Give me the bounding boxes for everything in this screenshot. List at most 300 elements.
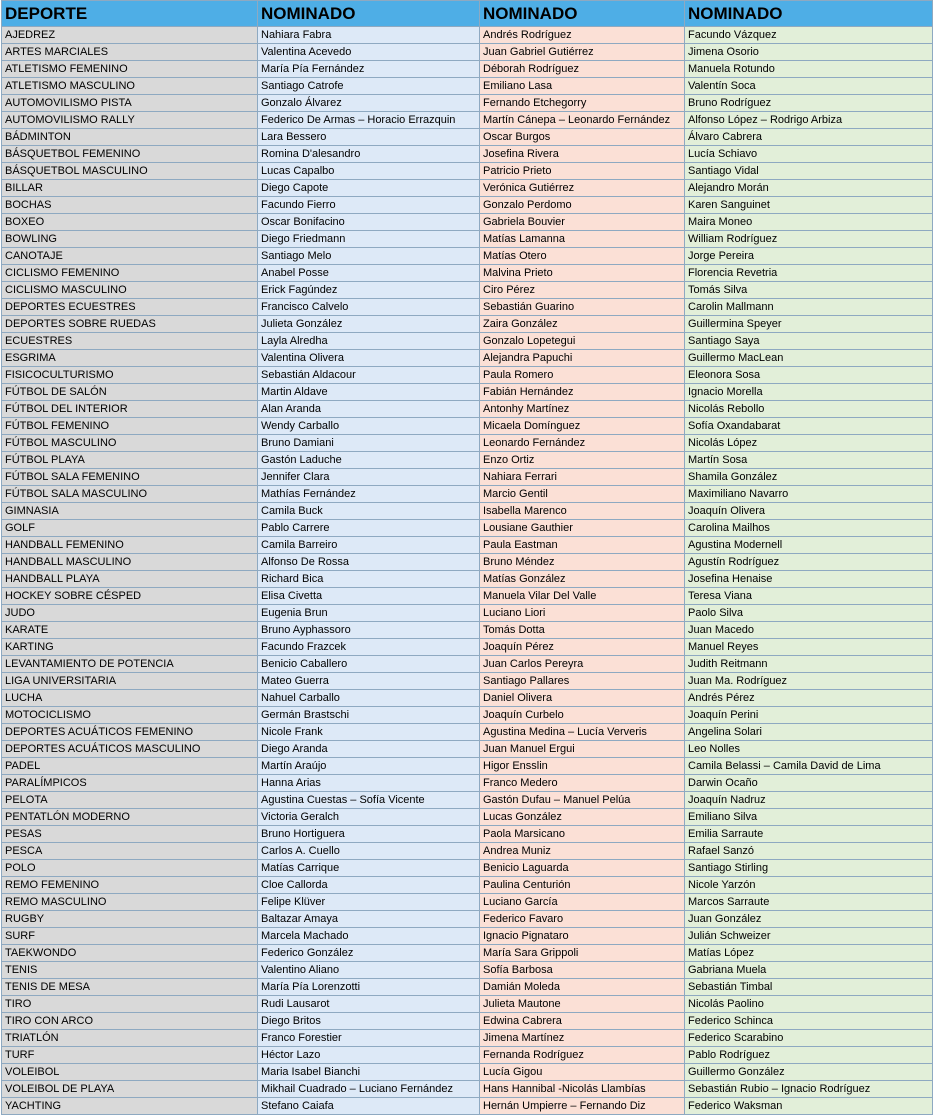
nominee-3-cell[interactable]: Darwin Ocaño (685, 775, 933, 792)
nominee-1-cell[interactable]: Nicole Frank (258, 724, 480, 741)
nominee-3-cell[interactable]: Karen Sanguinet (685, 197, 933, 214)
nominee-2-cell[interactable]: Gonzalo Lopetegui (480, 333, 685, 350)
nominee-3-cell[interactable]: Nicolás Paolino (685, 996, 933, 1013)
sport-cell[interactable]: PESAS (2, 826, 258, 843)
table-row (2, 571, 933, 588)
nominee-3-cell[interactable]: Josefina Henaise (685, 571, 933, 588)
nominee-1-cell[interactable]: Julieta González (258, 316, 480, 333)
nominee-2-cell[interactable]: Daniel Olivera (480, 690, 685, 707)
sport-cell[interactable]: BILLAR (2, 180, 258, 197)
nominee-2-cell[interactable]: Higor Ensslin (480, 758, 685, 775)
table-row (2, 163, 933, 180)
nominee-2-cell[interactable]: Juan Carlos Pereyra (480, 656, 685, 673)
nominee-3-cell[interactable]: Nicolás López (685, 435, 933, 452)
nominee-2-cell[interactable]: Edwina Cabrera (480, 1013, 685, 1030)
table-row (2, 554, 933, 571)
nominee-2-cell[interactable]: Fernanda Rodríguez (480, 1047, 685, 1064)
nominee-2-cell[interactable]: Damián Moleda (480, 979, 685, 996)
nominee-2-cell[interactable]: Nahiara Ferrari (480, 469, 685, 486)
nominee-2-cell[interactable]: Sofía Barbosa (480, 962, 685, 979)
nominee-1-cell[interactable]: Stefano Caiafa (258, 1098, 480, 1115)
nominee-3-cell[interactable]: Sebastián Timbal (685, 979, 933, 996)
nominee-3-cell[interactable]: Marcos Sarraute (685, 894, 933, 911)
sport-cell[interactable]: BOXEO (2, 214, 258, 231)
nominee-1-cell[interactable]: Gastón Laduche (258, 452, 480, 469)
nominee-3-cell[interactable]: Guillermina Speyer (685, 316, 933, 333)
nominee-1-cell[interactable]: Nahiara Fabra (258, 27, 480, 44)
nominee-1-cell[interactable]: Valentina Olivera (258, 350, 480, 367)
sport-cell[interactable]: TAEKWONDO (2, 945, 258, 962)
sport-cell[interactable]: CICLISMO FEMENINO (2, 265, 258, 282)
nominee-1-cell[interactable]: Hanna Arias (258, 775, 480, 792)
nominee-1-cell[interactable]: Mateo Guerra (258, 673, 480, 690)
nominee-1-cell[interactable]: Alfonso De Rossa (258, 554, 480, 571)
sport-cell[interactable]: AJEDREZ (2, 27, 258, 44)
nominee-3-cell[interactable]: Juan Ma. Rodríguez (685, 673, 933, 690)
sport-cell[interactable]: BÁSQUETBOL FEMENINO (2, 146, 258, 163)
sport-cell[interactable]: KARTING (2, 639, 258, 656)
sport-cell[interactable]: TIRO CON ARCO (2, 1013, 258, 1030)
nominee-3-cell[interactable]: Judith Reitmann (685, 656, 933, 673)
nominee-3-cell[interactable]: Joaquín Perini (685, 707, 933, 724)
nominee-2-cell[interactable]: Micaela Domínguez (480, 418, 685, 435)
nominee-3-cell[interactable]: Manuela Rotundo (685, 61, 933, 78)
table-row (2, 452, 933, 469)
nominee-3-cell[interactable]: Guillermo González (685, 1064, 933, 1081)
table-row (2, 503, 933, 520)
table-row (2, 282, 933, 299)
sport-cell[interactable]: PADEL (2, 758, 258, 775)
table-row (2, 911, 933, 928)
nominee-1-cell[interactable]: Oscar Bonifacino (258, 214, 480, 231)
nominee-2-cell[interactable]: Déborah Rodríguez (480, 61, 685, 78)
nominee-2-cell[interactable]: Andrea Muniz (480, 843, 685, 860)
table-row (2, 792, 933, 809)
nominee-3-cell[interactable]: Rafael Sanzó (685, 843, 933, 860)
table-row (2, 61, 933, 78)
sport-cell[interactable]: AUTOMOVILISMO RALLY (2, 112, 258, 129)
nominee-3-cell[interactable]: Federico Scarabino (685, 1030, 933, 1047)
nominee-3-cell[interactable]: Ignacio Morella (685, 384, 933, 401)
nominee-2-cell[interactable]: Matías González (480, 571, 685, 588)
sport-cell[interactable]: FÚTBOL PLAYA (2, 452, 258, 469)
nominee-1-cell[interactable]: Bruno Hortiguera (258, 826, 480, 843)
sport-cell[interactable]: YACHTING (2, 1098, 258, 1115)
nominee-3-cell[interactable]: Agustín Rodríguez (685, 554, 933, 571)
sport-cell[interactable]: AUTOMOVILISMO PISTA (2, 95, 258, 112)
nominee-1-cell[interactable]: Mikhail Cuadrado – Luciano Fernández (258, 1081, 480, 1098)
nominee-1-cell[interactable]: Diego Friedmann (258, 231, 480, 248)
table-row (2, 248, 933, 265)
nominee-1-cell[interactable]: Bruno Ayphassoro (258, 622, 480, 639)
sport-cell[interactable]: KARATE (2, 622, 258, 639)
nominee-1-cell[interactable]: Camila Buck (258, 503, 480, 520)
nominee-3-cell[interactable]: Julián Schweizer (685, 928, 933, 945)
nominee-3-cell[interactable]: Jorge Pereira (685, 248, 933, 265)
sport-cell[interactable]: JUDO (2, 605, 258, 622)
nominee-2-cell[interactable]: Paulina Centurión (480, 877, 685, 894)
nominee-3-cell[interactable]: Paolo Silva (685, 605, 933, 622)
nominee-3-cell[interactable]: Jimena Osorio (685, 44, 933, 61)
nominee-1-cell[interactable]: Santiago Melo (258, 248, 480, 265)
nominee-3-cell[interactable]: Emilia Sarraute (685, 826, 933, 843)
nominee-1-cell[interactable]: Agustina Cuestas – Sofía Vicente (258, 792, 480, 809)
header-nominee-1[interactable]: NOMINADO (258, 1, 480, 27)
nominee-1-cell[interactable]: Benicio Caballero (258, 656, 480, 673)
nominee-3-cell[interactable]: Angelina Solari (685, 724, 933, 741)
nominee-1-cell[interactable]: Valentina Acevedo (258, 44, 480, 61)
nominee-1-cell[interactable]: Carlos A. Cuello (258, 843, 480, 860)
nominee-1-cell[interactable]: Sebastián Aldacour (258, 367, 480, 384)
nominee-3-cell[interactable]: Emiliano Silva (685, 809, 933, 826)
nominee-1-cell[interactable]: Romina D'alesandro (258, 146, 480, 163)
nominee-3-cell[interactable]: Maximiliano Navarro (685, 486, 933, 503)
nominee-1-cell[interactable]: Valentino Aliano (258, 962, 480, 979)
nominee-3-cell[interactable]: Martín Sosa (685, 452, 933, 469)
nominee-2-cell[interactable]: Marcio Gentil (480, 486, 685, 503)
sport-cell[interactable]: HOCKEY SOBRE CÉSPED (2, 588, 258, 605)
nominee-3-cell[interactable]: Carolin Mallmann (685, 299, 933, 316)
table-row (2, 605, 933, 622)
nominee-3-cell[interactable]: Matías López (685, 945, 933, 962)
nominee-2-cell[interactable]: Agustina Medina – Lucía Ververis (480, 724, 685, 741)
table-row (2, 384, 933, 401)
sport-cell[interactable]: CANOTAJE (2, 248, 258, 265)
nominee-2-cell[interactable]: Lucas González (480, 809, 685, 826)
nominee-2-cell[interactable]: Federico Favaro (480, 911, 685, 928)
header-nominee-3[interactable]: NOMINADO (685, 1, 933, 27)
table-row (2, 350, 933, 367)
sport-cell[interactable]: BOCHAS (2, 197, 258, 214)
table-row (2, 724, 933, 741)
nominee-3-cell[interactable]: Eleonora Sosa (685, 367, 933, 384)
table-row (2, 180, 933, 197)
nominee-1-cell[interactable]: María Pía Fernández (258, 61, 480, 78)
sport-cell[interactable]: VOLEIBOL (2, 1064, 258, 1081)
nominee-3-cell[interactable]: Lucía Schiavo (685, 146, 933, 163)
nominee-2-cell[interactable]: Benicio Laguarda (480, 860, 685, 877)
nominee-2-cell[interactable]: Hans Hannibal -Nicolás Llambías (480, 1081, 685, 1098)
nominee-2-cell[interactable]: Antonhy Martínez (480, 401, 685, 418)
sport-cell[interactable]: RUGBY (2, 911, 258, 928)
sport-cell[interactable]: FÚTBOL FEMENINO (2, 418, 258, 435)
nominee-2-cell[interactable]: Paula Romero (480, 367, 685, 384)
nominee-1-cell[interactable]: Facundo Frazcek (258, 639, 480, 656)
nominee-1-cell[interactable]: Richard Bica (258, 571, 480, 588)
nominee-3-cell[interactable]: Facundo Vázquez (685, 27, 933, 44)
nominee-1-cell[interactable]: Germán Brastschi (258, 707, 480, 724)
nominee-2-cell[interactable]: Luciano García (480, 894, 685, 911)
nominee-2-cell[interactable]: Gastón Dufau – Manuel Pelúa (480, 792, 685, 809)
nominee-1-cell[interactable]: Maria Isabel Bianchi (258, 1064, 480, 1081)
table-row (2, 1064, 933, 1081)
table-row (2, 741, 933, 758)
nominee-2-cell[interactable]: Joaquín Pérez (480, 639, 685, 656)
nominee-3-cell[interactable]: Santiago Saya (685, 333, 933, 350)
table-row (2, 78, 933, 95)
sport-cell[interactable]: MOTOCICLISMO (2, 707, 258, 724)
nominee-2-cell[interactable]: Fabián Hernández (480, 384, 685, 401)
sport-cell[interactable]: TENIS (2, 962, 258, 979)
sport-cell[interactable]: TIRO (2, 996, 258, 1013)
nominee-3-cell[interactable]: Florencia Revetria (685, 265, 933, 282)
nominee-1-cell[interactable]: Anabel Posse (258, 265, 480, 282)
nominee-2-cell[interactable]: Isabella Marenco (480, 503, 685, 520)
table-row (2, 197, 933, 214)
sport-cell[interactable]: LUCHA (2, 690, 258, 707)
nominee-1-cell[interactable]: Gonzalo Álvarez (258, 95, 480, 112)
nominee-2-cell[interactable]: Manuela Vilar Del Valle (480, 588, 685, 605)
nominee-2-cell[interactable]: Emiliano Lasa (480, 78, 685, 95)
sport-cell[interactable]: VOLEIBOL DE PLAYA (2, 1081, 258, 1098)
table-row (2, 1047, 933, 1064)
header-nominee-2[interactable]: NOMINADO (480, 1, 685, 27)
table-row (2, 928, 933, 945)
nominee-3-cell[interactable]: Juan González (685, 911, 933, 928)
nominee-3-cell[interactable]: William Rodríguez (685, 231, 933, 248)
sport-cell[interactable]: FÚTBOL DEL INTERIOR (2, 401, 258, 418)
sport-cell[interactable]: HANDBALL PLAYA (2, 571, 258, 588)
nominee-2-cell[interactable]: Hernán Umpierre – Fernando Diz (480, 1098, 685, 1115)
nominee-1-cell[interactable]: Martín Araújo (258, 758, 480, 775)
nominee-3-cell[interactable]: Joaquín Nadruz (685, 792, 933, 809)
sport-cell[interactable]: HANDBALL FEMENINO (2, 537, 258, 554)
sport-cell[interactable]: PELOTA (2, 792, 258, 809)
nominee-3-cell[interactable]: Alejandro Morán (685, 180, 933, 197)
sport-cell[interactable]: CICLISMO MASCULINO (2, 282, 258, 299)
sport-cell[interactable]: LIGA UNIVERSITARIA (2, 673, 258, 690)
table-body (2, 27, 933, 1115)
nominee-2-cell[interactable]: Oscar Burgos (480, 129, 685, 146)
nominee-3-cell[interactable]: Juan Macedo (685, 622, 933, 639)
sport-cell[interactable]: DEPORTES ACUÁTICOS MASCULINO (2, 741, 258, 758)
nominee-1-cell[interactable]: Matías Carrique (258, 860, 480, 877)
nominee-2-cell[interactable]: Malvina Prieto (480, 265, 685, 282)
sport-cell[interactable]: FÚTBOL SALA FEMENINO (2, 469, 258, 486)
nominee-2-cell[interactable]: Ignacio Pignataro (480, 928, 685, 945)
sport-cell[interactable]: ARTES MARCIALES (2, 44, 258, 61)
sport-cell[interactable]: PARALÍMPICOS (2, 775, 258, 792)
nominee-2-cell[interactable]: Sebastián Guarino (480, 299, 685, 316)
nominee-2-cell[interactable]: Leonardo Fernández (480, 435, 685, 452)
nominee-1-cell[interactable]: Cloe Callorda (258, 877, 480, 894)
nominee-1-cell[interactable]: Santiago Catrofe (258, 78, 480, 95)
nominee-1-cell[interactable]: Pablo Carrere (258, 520, 480, 537)
nominee-2-cell[interactable]: Fernando Etchegorry (480, 95, 685, 112)
nominee-3-cell[interactable]: Manuel Reyes (685, 639, 933, 656)
nominee-2-cell[interactable]: Lousiane Gauthier (480, 520, 685, 537)
nominee-1-cell[interactable]: María Pía Lorenzotti (258, 979, 480, 996)
nominee-2-cell[interactable]: Ciro Pérez (480, 282, 685, 299)
nominee-1-cell[interactable]: Layla Alredha (258, 333, 480, 350)
nominee-3-cell[interactable]: Teresa Viana (685, 588, 933, 605)
nominee-1-cell[interactable]: Diego Britos (258, 1013, 480, 1030)
sport-cell[interactable]: FISICOCULTURISMO (2, 367, 258, 384)
nominee-3-cell[interactable]: Shamila González (685, 469, 933, 486)
sport-cell[interactable]: ATLETISMO FEMENINO (2, 61, 258, 78)
nominee-3-cell[interactable]: Maira Moneo (685, 214, 933, 231)
sport-cell[interactable]: DEPORTES ECUESTRES (2, 299, 258, 316)
nominee-1-cell[interactable]: Erick Fagúndez (258, 282, 480, 299)
nominee-2-cell[interactable]: Martín Cánepa – Leonardo Fernández (480, 112, 685, 129)
nominee-1-cell[interactable]: Eugenia Brun (258, 605, 480, 622)
nominee-2-cell[interactable]: Zaira González (480, 316, 685, 333)
nominee-2-cell[interactable]: Santiago Pallares (480, 673, 685, 690)
sport-cell[interactable]: REMO MASCULINO (2, 894, 258, 911)
nominee-3-cell[interactable]: Sofía Oxandabarat (685, 418, 933, 435)
sport-cell[interactable]: POLO (2, 860, 258, 877)
sport-cell[interactable]: GOLF (2, 520, 258, 537)
nominee-1-cell[interactable]: Franco Forestier (258, 1030, 480, 1047)
nominee-2-cell[interactable]: Paola Marsicano (480, 826, 685, 843)
sport-cell[interactable]: TURF (2, 1047, 258, 1064)
sport-cell[interactable]: DEPORTES ACUÁTICOS FEMENINO (2, 724, 258, 741)
sport-cell[interactable]: ATLETISMO MASCULINO (2, 78, 258, 95)
table-row (2, 622, 933, 639)
nominee-1-cell[interactable]: Felipe Klüver (258, 894, 480, 911)
nominee-3-cell[interactable]: Agustina Modernell (685, 537, 933, 554)
nominee-3-cell[interactable]: Guillermo MacLean (685, 350, 933, 367)
nominee-3-cell[interactable]: Pablo Rodríguez (685, 1047, 933, 1064)
nominee-2-cell[interactable]: Franco Medero (480, 775, 685, 792)
sport-cell[interactable]: FÚTBOL SALA MASCULINO (2, 486, 258, 503)
nominee-1-cell[interactable]: Lucas Capalbo (258, 163, 480, 180)
sport-cell[interactable]: BOWLING (2, 231, 258, 248)
nominee-3-cell[interactable]: Leo Nolles (685, 741, 933, 758)
nominee-2-cell[interactable]: Paula Eastman (480, 537, 685, 554)
nominee-2-cell[interactable]: Juan Manuel Ergui (480, 741, 685, 758)
nominee-1-cell[interactable]: Facundo Fierro (258, 197, 480, 214)
nominee-1-cell[interactable]: Victoria Geralch (258, 809, 480, 826)
nominee-3-cell[interactable]: Federico Waksman (685, 1098, 933, 1115)
sport-cell[interactable]: DEPORTES SOBRE RUEDAS (2, 316, 258, 333)
nominee-2-cell[interactable]: Enzo Ortiz (480, 452, 685, 469)
nominee-1-cell[interactable]: Francisco Calvelo (258, 299, 480, 316)
table-row (2, 809, 933, 826)
table-row (2, 214, 933, 231)
sport-cell[interactable]: PESCA (2, 843, 258, 860)
nominee-2-cell[interactable]: Jimena Martínez (480, 1030, 685, 1047)
sport-cell[interactable]: SURF (2, 928, 258, 945)
nominee-1-cell[interactable]: Diego Aranda (258, 741, 480, 758)
sport-cell[interactable]: GIMNASIA (2, 503, 258, 520)
table-row (2, 418, 933, 435)
table-row (2, 129, 933, 146)
nominee-1-cell[interactable]: Mathías Fernández (258, 486, 480, 503)
nominee-1-cell[interactable]: Federico González (258, 945, 480, 962)
nominee-3-cell[interactable]: Bruno Rodríguez (685, 95, 933, 112)
nominee-1-cell[interactable]: Federico De Armas – Horacio Errazquin (258, 112, 480, 129)
nominee-1-cell[interactable]: Héctor Lazo (258, 1047, 480, 1064)
table-row (2, 962, 933, 979)
table-row (2, 27, 933, 44)
nominee-1-cell[interactable]: Camila Barreiro (258, 537, 480, 554)
sport-cell[interactable]: TENIS DE MESA (2, 979, 258, 996)
nominee-2-cell[interactable]: Julieta Mautone (480, 996, 685, 1013)
nominee-3-cell[interactable]: Carolina Mailhos (685, 520, 933, 537)
nominee-3-cell[interactable]: Joaquín Olivera (685, 503, 933, 520)
nominee-2-cell[interactable]: Gonzalo Perdomo (480, 197, 685, 214)
nominee-3-cell[interactable]: Andrés Pérez (685, 690, 933, 707)
nominee-1-cell[interactable]: Marcela Machado (258, 928, 480, 945)
nominee-3-cell[interactable]: Alfonso López – Rodrigo Arbiza (685, 112, 933, 129)
sport-cell[interactable]: BÁDMINTON (2, 129, 258, 146)
nominee-3-cell[interactable]: Valentín Soca (685, 78, 933, 95)
nominee-2-cell[interactable]: Matías Lamanna (480, 231, 685, 248)
table-row (2, 316, 933, 333)
nominee-3-cell[interactable]: Tomás Silva (685, 282, 933, 299)
table-row (2, 367, 933, 384)
nominee-3-cell[interactable]: Gabriana Muela (685, 962, 933, 979)
nominee-1-cell[interactable]: Wendy Carballo (258, 418, 480, 435)
nominee-3-cell[interactable]: Nicolás Rebollo (685, 401, 933, 418)
table-row (2, 843, 933, 860)
table-row (2, 44, 933, 61)
table-row (2, 894, 933, 911)
nominee-3-cell[interactable]: Santiago Vidal (685, 163, 933, 180)
nominee-2-cell[interactable]: Tomás Dotta (480, 622, 685, 639)
nominee-2-cell[interactable]: Alejandra Papuchi (480, 350, 685, 367)
table-row (2, 146, 933, 163)
nominee-2-cell[interactable]: Verónica Gutiérrez (480, 180, 685, 197)
nominee-1-cell[interactable]: Nahuel Carballo (258, 690, 480, 707)
nominee-3-cell[interactable]: Sebastián Rubio – Ignacio Rodríguez (685, 1081, 933, 1098)
nominee-2-cell[interactable]: Matías Otero (480, 248, 685, 265)
nominee-3-cell[interactable]: Camila Belassi – Camila David de Lima (685, 758, 933, 775)
nominee-2-cell[interactable]: Juan Gabriel Gutiérrez (480, 44, 685, 61)
nominee-2-cell[interactable]: Gabriela Bouvier (480, 214, 685, 231)
nominee-2-cell[interactable]: Bruno Méndez (480, 554, 685, 571)
sport-cell[interactable]: REMO FEMENINO (2, 877, 258, 894)
nominee-2-cell[interactable]: Josefina Rivera (480, 146, 685, 163)
nominee-1-cell[interactable]: Baltazar Amaya (258, 911, 480, 928)
nominee-2-cell[interactable]: Andrés Rodríguez (480, 27, 685, 44)
nominee-2-cell[interactable]: Lucía Gigou (480, 1064, 685, 1081)
sport-cell[interactable]: HANDBALL MASCULINO (2, 554, 258, 571)
nominee-1-cell[interactable]: Elisa Civetta (258, 588, 480, 605)
sport-cell[interactable]: PENTATLÓN MODERNO (2, 809, 258, 826)
nominee-1-cell[interactable]: Diego Capote (258, 180, 480, 197)
nominee-1-cell[interactable]: Bruno Damiani (258, 435, 480, 452)
nominee-2-cell[interactable]: Patricio Prieto (480, 163, 685, 180)
nominee-3-cell[interactable]: Nicole Yarzón (685, 877, 933, 894)
nominee-2-cell[interactable]: Joaquín Curbelo (480, 707, 685, 724)
table-row (2, 95, 933, 112)
table-row (2, 775, 933, 792)
nominee-3-cell[interactable]: Federico Schinca (685, 1013, 933, 1030)
sport-cell[interactable]: TRIATLÓN (2, 1030, 258, 1047)
nominee-1-cell[interactable]: Lara Bessero (258, 129, 480, 146)
header-sport[interactable]: DEPORTE (2, 1, 258, 27)
sport-cell[interactable]: LEVANTAMIENTO DE POTENCIA (2, 656, 258, 673)
nominee-3-cell[interactable]: Santiago Stirling (685, 860, 933, 877)
nominee-1-cell[interactable]: Rudi Lausarot (258, 996, 480, 1013)
nominee-1-cell[interactable]: Jennifer Clara (258, 469, 480, 486)
sport-cell[interactable]: FÚTBOL DE SALÓN (2, 384, 258, 401)
table-row (2, 1081, 933, 1098)
nominee-2-cell[interactable]: María Sara Grippoli (480, 945, 685, 962)
sport-cell[interactable]: FÚTBOL MASCULINO (2, 435, 258, 452)
nominees-table (1, 0, 933, 1115)
nominee-1-cell[interactable]: Alan Aranda (258, 401, 480, 418)
nominee-3-cell[interactable]: Álvaro Cabrera (685, 129, 933, 146)
sport-cell[interactable]: ECUESTRES (2, 333, 258, 350)
table-row (2, 486, 933, 503)
nominee-2-cell[interactable]: Luciano Liori (480, 605, 685, 622)
nominee-1-cell[interactable]: Martin Aldave (258, 384, 480, 401)
sport-cell[interactable]: BÁSQUETBOL MASCULINO (2, 163, 258, 180)
sport-cell[interactable]: ESGRIMA (2, 350, 258, 367)
